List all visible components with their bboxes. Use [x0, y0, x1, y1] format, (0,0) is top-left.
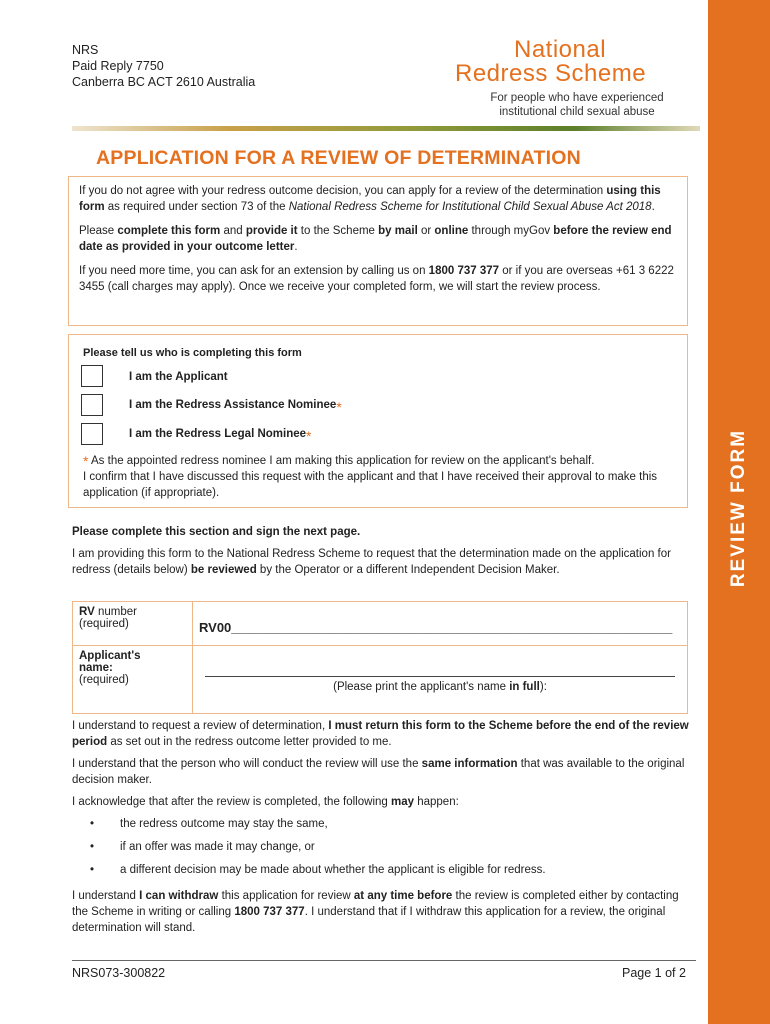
logo-redress-scheme: Redress Scheme — [455, 60, 647, 87]
details-table — [72, 601, 688, 714]
tagline-line: For people who have experienced — [490, 92, 664, 104]
completer-box — [68, 334, 688, 508]
logo-national: National — [514, 36, 607, 63]
request-paragraph: I am providing this form to the National Redress Scheme to request that the determination made on the application for redress (details below) be reviewed by the Operator or a different Independent Decision Maker. — [72, 548, 671, 576]
name-hint: (Please print the applicant's name in full): — [333, 681, 547, 693]
decorative-divider — [72, 126, 700, 131]
sidebar-label: REVIEW FORM — [728, 428, 749, 588]
list-item: • if an offer was made it may change, or — [90, 839, 692, 855]
rv-number-label: RV number (required) — [73, 602, 193, 646]
footer-divider — [72, 960, 696, 961]
assistance-nominee-checkbox[interactable] — [81, 394, 103, 416]
completer-heading: Please tell us who is completing this form — [83, 347, 302, 359]
terms-paragraph: I understand to request a review of determination, I must return this form to the Scheme before the end of the review period as set out in the redress outcome letter provided to me. — [72, 720, 689, 748]
review-request-section — [72, 524, 692, 584]
applicant-checkbox[interactable] — [81, 365, 103, 387]
list-item: • a different decision may be made about whether the applicant is eligible for redress. — [90, 862, 692, 878]
address-line: NRS — [72, 43, 99, 57]
terms-paragraph: I acknowledge that after the review is completed, the following may happen: — [72, 796, 459, 808]
intro-paragraph: Please complete this form and provide it to the Scheme by mail or online through myGov before the review end date as provided in your outcome letter. — [79, 225, 672, 253]
applicant-name-label: Applicant's name: (required) — [73, 646, 193, 714]
terms-paragraph: I understand I can withdraw this application for review at any time before the review is completed either by contacting the Scheme in writing or calling 1800 737 377. I understand that if I withdraw this application for a review, the original determination will stand. — [72, 890, 679, 934]
legal-nominee-label: I am the Redress Legal Nominee* — [129, 428, 312, 444]
section-heading: Please complete this section and sign the next page. — [72, 526, 361, 538]
assistance-nominee-label: I am the Redress Assistance Nominee* — [129, 399, 342, 415]
intro-paragraph: If you need more time, you can ask for an extension by calling us on 1800 737 377 or if you are overseas +61 3 6222 3455 (call charges may apply). Once we receive your completed form, we will start the review process. — [79, 265, 674, 293]
terms-paragraph: I understand that the person who will conduct the review will use the same information that was available to the original decision maker. — [72, 758, 685, 786]
address-line: Canberra BC ACT 2610 Australia — [72, 75, 256, 89]
return-address — [72, 42, 255, 90]
logo-tagline — [462, 91, 692, 119]
rv-number-field[interactable]: RV00_____________________________________________________________ — [193, 602, 688, 646]
form-code: NRS073-300822 — [72, 966, 166, 980]
terms-section — [72, 718, 692, 942]
intro-paragraph: If you do not agree with your redress outcome decision, you can apply for a review of the determination using this form as required under section 73 of the National Redress Scheme for Institutional Child Sexual Abuse Act 2018. — [79, 185, 661, 213]
legal-nominee-checkbox[interactable] — [81, 423, 103, 445]
nominee-note: * As the appointed redress nominee I am making this application for review on the applicant's behalf. I confirm that I have discussed this request with the applicant and that I have received their approval to make this application (if appropriate). — [83, 453, 658, 499]
outcome-list — [90, 816, 692, 878]
intro-box — [68, 176, 688, 326]
page-title: APPLICATION FOR A REVIEW OF DETERMINATION — [96, 147, 581, 169]
applicant-label: I am the Applicant — [129, 371, 228, 383]
address-line: Paid Reply 7750 — [72, 59, 164, 73]
applicant-name-field[interactable] — [193, 646, 688, 714]
tagline-line: institutional child sexual abuse — [499, 106, 655, 118]
page-number: Page 1 of 2 — [622, 966, 686, 980]
list-item: • the redress outcome may stay the same, — [90, 816, 692, 832]
